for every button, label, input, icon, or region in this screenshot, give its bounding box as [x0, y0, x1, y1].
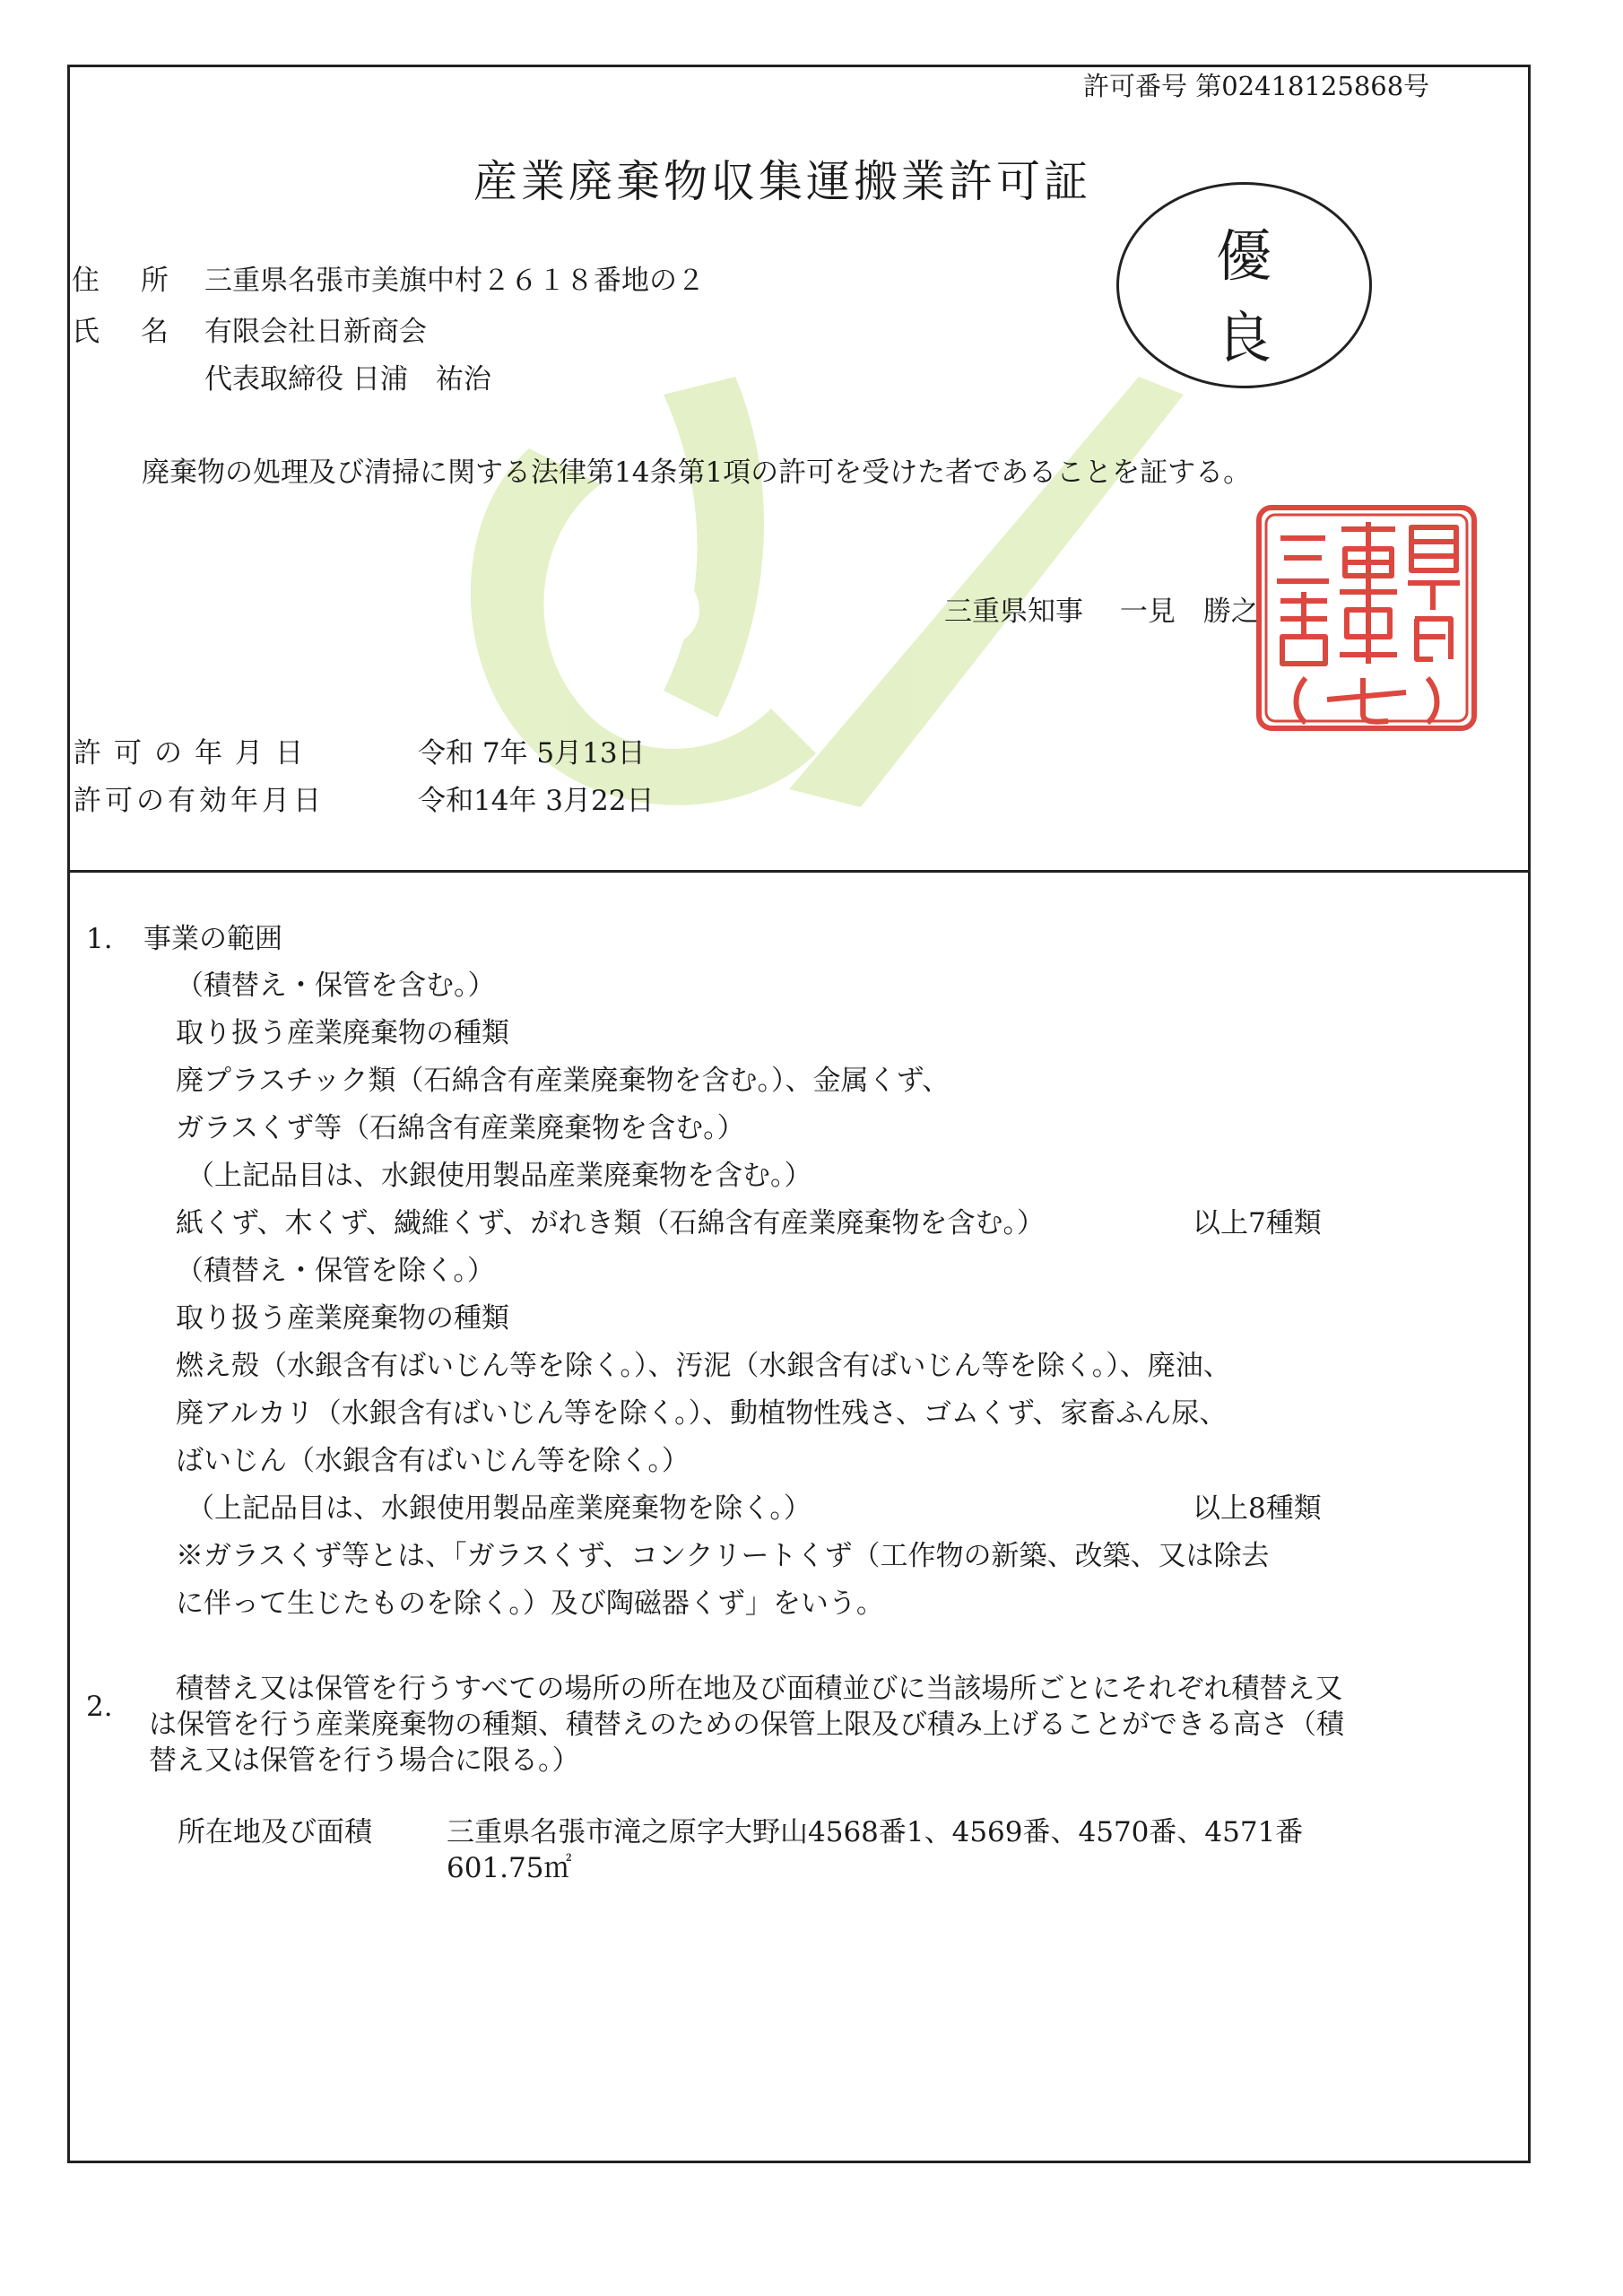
storage-line: 替え又は保管を行う場合に限る。）: [149, 1744, 580, 1777]
count-8-types: 以上8種類: [1193, 1492, 1322, 1525]
section2-number: 2.: [86, 1691, 113, 1723]
section1-heading: 事業の範囲: [143, 923, 282, 955]
permit-date-label: 許可の年月日: [74, 737, 316, 770]
holder-address: 三重県名張市美旗中村２６１８番地の２: [204, 265, 705, 297]
address-label: 住 所: [72, 265, 185, 297]
scope-line: に伴って生じたものを除く。）及び陶磁器くず」をいう。: [176, 1587, 884, 1620]
section-divider: [67, 870, 1531, 873]
storage-line: は保管を行う産業廃棄物の種類、積替えのための保管上限及び積み上げることができる高さ（積: [149, 1709, 1344, 1741]
excellence-char-2: 良: [1216, 305, 1272, 370]
storage-location: 三重県名張市滝之原字大野山4568番1、4569番、4570番、4571番: [447, 1816, 1304, 1848]
storage-area: 601.75㎡: [447, 1852, 572, 1884]
valid-until-label: 許可の有効年月日: [74, 785, 325, 817]
scope-line: （上記品目は、水銀使用製品産業廃棄物を含む。）: [187, 1160, 812, 1192]
excellence-char-1: 優: [1216, 223, 1272, 289]
location-label: 所在地及び面積: [178, 1816, 372, 1848]
page-title: 産業廃棄物収集運搬業許可証: [473, 156, 1092, 207]
section1-number: 1.: [86, 923, 113, 955]
holder-representative: 代表取締役 日浦 祐治: [204, 363, 491, 396]
scope-line: （積替え・保管を除く。）: [176, 1255, 495, 1287]
scope-line: 燃え殻（水銀含有ばいじん等を除く。）、汚泥（水銀含有ばいじん等を除く。）、廃油、: [176, 1350, 1231, 1382]
name-label: 氏 名: [72, 316, 185, 348]
scope-line: 取り扱う産業廃棄物の種類: [176, 1017, 509, 1049]
scope-line: 廃アルカリ（水銀含有ばいじん等を除く。）、動植物性残さ、ゴムくず、家畜ふん尿、: [176, 1397, 1228, 1430]
certification-statement: 廃棄物の処理及び清掃に関する法律第14条第1項の許可を受けた者であることを証する。: [142, 457, 1252, 489]
permit-number: 許可番号 第02418125868号: [1083, 71, 1430, 101]
scope-line: 紙くず、木くず、繊維くず、がれき類（石綿含有産業廃棄物を含む。）: [176, 1207, 1046, 1239]
scope-line: 廃プラスチック類（石綿含有産業廃棄物を含む。）、金属くず、: [176, 1065, 950, 1097]
scope-line: ばいじん（水銀含有ばいじん等を除く。）: [176, 1445, 690, 1477]
holder-company: 有限会社日新商会: [204, 316, 427, 348]
scope-line: ガラスくず等（石綿含有産業廃棄物を含む。）: [176, 1112, 745, 1144]
scope-line: ※ガラスくず等とは、「ガラスくず、コンクリートくず（工作物の新築、改築、又は除去: [176, 1540, 1270, 1572]
count-7-types: 以上7種類: [1193, 1207, 1322, 1239]
issuer-name: 三重県知事 一見 勝之: [944, 596, 1259, 628]
storage-line: 積替え又は保管を行うすべての場所の所在地及び面積並びに当該場所ごとにそれぞれ積替え又: [176, 1673, 1343, 1705]
scope-line: 取り扱う産業廃棄物の種類: [176, 1302, 509, 1335]
scope-line: （上記品目は、水銀使用製品産業廃棄物を除く。）: [187, 1492, 812, 1525]
valid-until-date: 令和14年 3月22日: [418, 785, 655, 817]
permit-date: 令和 7年 5月13日: [418, 737, 646, 770]
governor-seal: [1254, 502, 1480, 734]
scope-line: （積替え・保管を含む。）: [176, 970, 496, 1002]
